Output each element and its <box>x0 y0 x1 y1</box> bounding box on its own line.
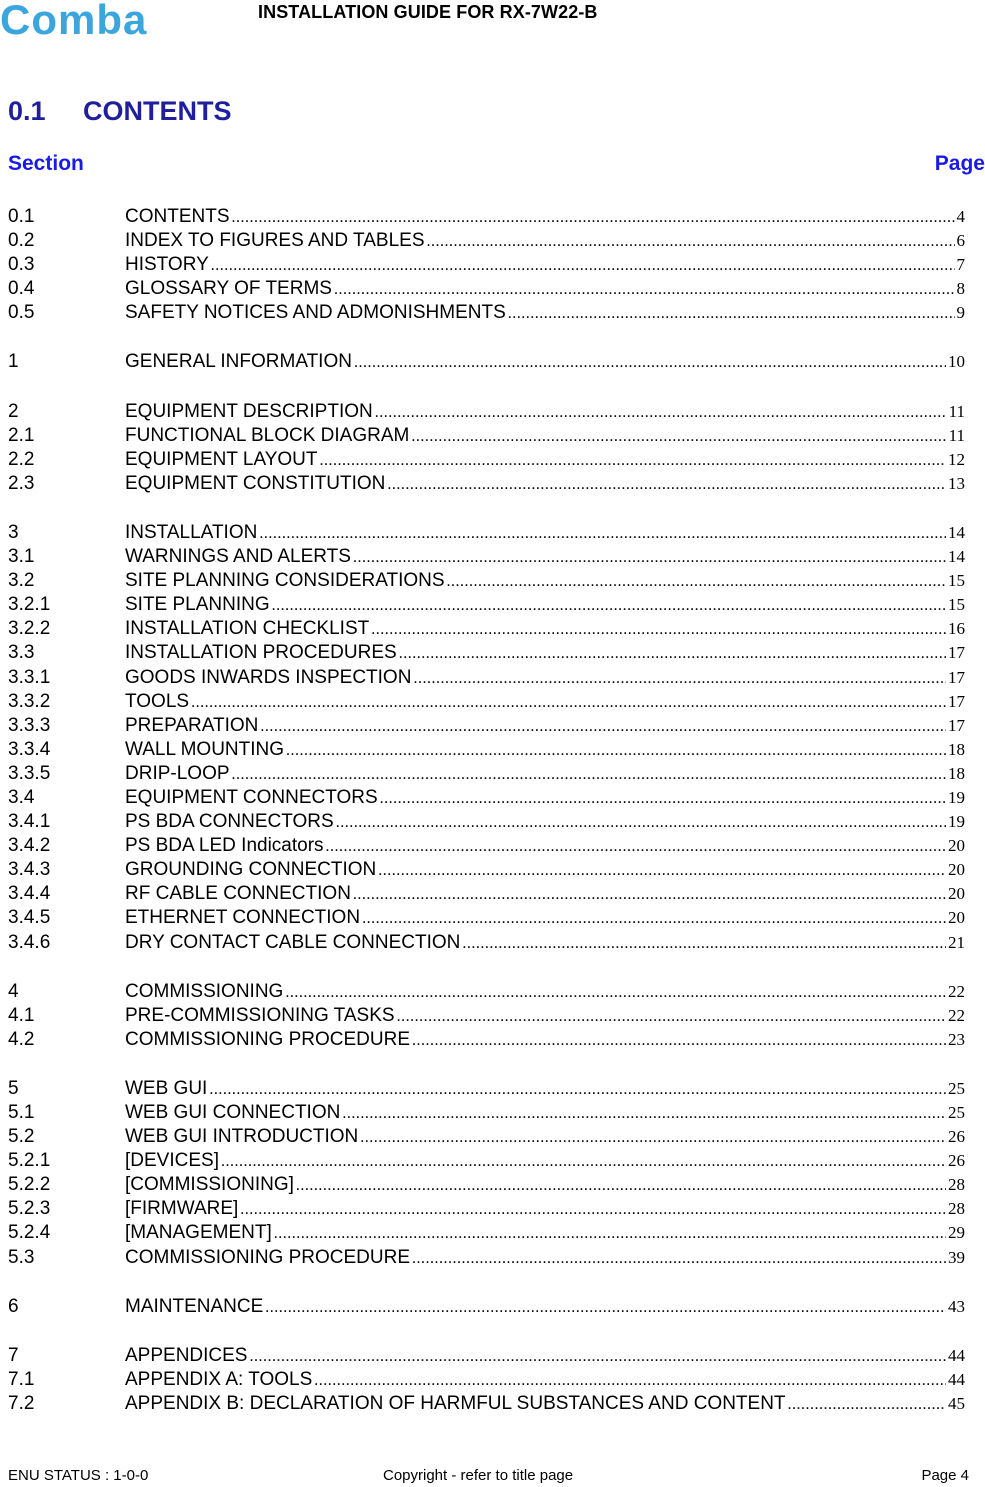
toc-entry-title: PRE-COMMISSIONING TASKS <box>125 1004 395 1026</box>
toc-entry-number: 3 <box>8 521 19 543</box>
toc-entry-number: 5.2.4 <box>8 1222 51 1244</box>
toc-dot-leader <box>412 1247 946 1271</box>
toc-dot-leader <box>427 230 955 254</box>
toc-entry[interactable] <box>8 1077 965 1101</box>
toc-entry[interactable] <box>8 472 965 496</box>
toc-entry[interactable] <box>8 1368 965 1392</box>
toc-entry[interactable] <box>8 641 965 665</box>
toc-entry-number: 3.2.2 <box>8 618 51 640</box>
logo-text: Comba <box>0 0 148 40</box>
footer-page-number: Page 4 <box>921 1467 969 1484</box>
toc-entry[interactable] <box>8 545 965 569</box>
toc-entry-number: 2.2 <box>8 448 35 470</box>
toc-entry-title: GENERAL INFORMATION <box>125 351 352 373</box>
toc-dot-leader <box>387 473 946 497</box>
toc-dot-leader <box>336 811 946 835</box>
toc-entry-page: 22 <box>948 981 965 1001</box>
toc-entry-title: EQUIPMENT CONSTITUTION <box>125 472 386 494</box>
toc-entry-page: 20 <box>948 884 965 904</box>
toc-entry-title: SITE PLANNING CONSIDERATIONS <box>125 570 445 592</box>
toc-dot-leader <box>353 883 946 907</box>
toc-entry-page: 14 <box>948 522 965 542</box>
toc-entry-title: DRIP-LOOP <box>125 762 230 784</box>
toc-entry-number: 5.2.2 <box>8 1174 51 1196</box>
toc-dot-leader <box>326 835 946 859</box>
toc-entry-page: 18 <box>948 739 965 759</box>
toc-entry[interactable] <box>8 1344 965 1368</box>
toc-entry[interactable] <box>8 906 965 930</box>
toc-entry-title: GROUNDING CONNECTION <box>125 859 377 881</box>
toc-entry[interactable] <box>8 738 965 762</box>
toc-entry-number: 7.2 <box>8 1392 35 1414</box>
toc-entry-page: 17 <box>948 667 965 687</box>
toc-entry-title: [FIRMWARE] <box>125 1198 239 1220</box>
toc-dot-leader <box>342 1102 946 1126</box>
toc-entry-title: [MANAGEMENT] <box>125 1222 272 1244</box>
toc-entry-title: RF CABLE CONNECTION <box>125 883 351 905</box>
toc-dot-leader <box>221 1150 946 1174</box>
toc-entry-page: 19 <box>948 787 965 807</box>
toc-entry-title: PREPARATION <box>125 714 259 736</box>
toc-entry-title: DRY CONTACT CABLE CONNECTION <box>125 931 461 953</box>
section-heading <box>8 96 232 127</box>
footer-status: ENU STATUS : 1-0-0 <box>8 1467 149 1484</box>
toc-entry-page: 18 <box>948 763 965 783</box>
toc-entry[interactable] <box>8 810 965 834</box>
toc-entry[interactable] <box>8 569 965 593</box>
toc-entry-number: 4.1 <box>8 1004 35 1026</box>
toc-entry[interactable] <box>8 690 965 714</box>
toc-entry-number: 3.3.2 <box>8 690 51 712</box>
section-heading-title: CONTENTS <box>83 96 232 126</box>
toc-entry-number: 2 <box>8 400 19 422</box>
toc-entry-title: INDEX TO FIGURES AND TABLES <box>125 230 425 252</box>
toc-entry-number: 5.3 <box>8 1246 35 1268</box>
toc-entry-number: 0.1 <box>8 206 35 227</box>
toc-entry-number: 3.3.1 <box>8 666 51 688</box>
toc-entry[interactable] <box>8 229 965 253</box>
toc-entry[interactable] <box>8 1101 965 1125</box>
toc-entry-title: MAINTENANCE <box>125 1295 264 1317</box>
toc-entry-number: 0.5 <box>8 302 35 324</box>
toc-entry-title: PS BDA CONNECTORS <box>125 811 334 833</box>
toc-entry[interactable] <box>8 1125 965 1149</box>
toc-entry-number: 3.4.2 <box>8 835 51 857</box>
toc-entry-title: SITE PLANNING <box>125 594 270 616</box>
toc-entry-page: 17 <box>948 691 965 711</box>
toc-dot-leader <box>788 1393 946 1417</box>
toc-entry-number: 5.2.3 <box>8 1198 51 1220</box>
toc-dot-leader <box>354 351 946 375</box>
toc-entry[interactable] <box>8 834 965 858</box>
toc-entry[interactable] <box>8 1197 965 1221</box>
toc-entry-page: 8 <box>956 279 965 299</box>
toc-entry[interactable] <box>8 762 965 786</box>
toc-entry-number: 3.3 <box>8 642 35 664</box>
toc-dot-leader <box>285 981 946 1005</box>
toc-entry-title: EQUIPMENT CONNECTORS <box>125 786 378 808</box>
toc-entry[interactable] <box>8 424 965 448</box>
toc-entry-number: 5 <box>8 1077 19 1099</box>
toc-entry-title: APPENDIX B: DECLARATION OF HARMFUL SUBSTANCES AND CONTENT <box>125 1392 786 1414</box>
toc-dot-leader <box>240 1198 946 1222</box>
toc-entry-number: 5.2 <box>8 1126 35 1148</box>
document-title: INSTALLATION GUIDE FOR RX-7W22-B <box>258 2 598 22</box>
toc-entry[interactable] <box>8 714 965 738</box>
footer-copyright: Copyright - refer to title page <box>383 1467 574 1484</box>
toc-dot-leader <box>265 1296 946 1320</box>
toc-entry-title: EQUIPMENT DESCRIPTION <box>125 400 373 422</box>
section-heading-number: 0.1 <box>8 96 46 126</box>
toc-entry-number: 3.3.4 <box>8 738 51 760</box>
toc-entry-page: 26 <box>948 1151 965 1171</box>
toc-entry-page: 29 <box>948 1223 965 1243</box>
toc-entry[interactable] <box>8 882 965 906</box>
toc-entry-number: 7 <box>8 1344 19 1366</box>
toc-entry-number: 0.4 <box>8 278 35 300</box>
toc-entry[interactable] <box>8 1246 965 1270</box>
toc-entry-title: WEB GUI <box>125 1077 208 1099</box>
toc-entry-page: 43 <box>948 1296 965 1316</box>
toc-entry[interactable] <box>8 301 965 325</box>
toc-entry-title: APPENDIX A: TOOLS <box>125 1368 313 1390</box>
toc-entry-number: 3.4.3 <box>8 859 51 881</box>
toc-entry-number: 3.4.5 <box>8 907 51 929</box>
toc-entry-number: 6 <box>8 1295 19 1317</box>
toc-dot-leader <box>462 932 946 956</box>
toc-entry-page: 15 <box>948 571 965 591</box>
toc-entry-page: 28 <box>948 1175 965 1195</box>
toc-entry[interactable] <box>8 858 965 882</box>
toc-entry-page: 12 <box>948 449 965 469</box>
toc-entry[interactable] <box>8 205 965 229</box>
toc-entry-number: 3.4.6 <box>8 931 51 953</box>
toc-dot-leader <box>274 1222 946 1246</box>
toc-entry-page: 25 <box>948 1103 965 1122</box>
toc-dot-leader <box>314 1369 946 1393</box>
toc-dot-leader <box>411 425 946 449</box>
toc-entry-number: 1 <box>8 351 19 373</box>
toc-entry-title: WEB GUI CONNECTION <box>125 1102 341 1123</box>
toc-entry-page: 10 <box>948 352 965 372</box>
toc-entry-title: CONTENTS <box>125 206 230 227</box>
toc-entry-title: WALL MOUNTING <box>125 738 285 760</box>
toc-entry-page: 21 <box>948 932 965 952</box>
toc-dot-leader <box>334 278 955 302</box>
toc-dot-leader <box>191 691 946 715</box>
toc-entry-title: APPENDICES <box>125 1344 248 1366</box>
toc-entry[interactable] <box>8 617 965 641</box>
toc-entry-page: 4 <box>956 207 965 226</box>
toc-entry[interactable] <box>8 1004 965 1028</box>
toc-entry[interactable] <box>8 931 965 955</box>
toc-dot-leader <box>232 763 946 787</box>
toc-dot-leader <box>362 907 946 931</box>
toc-entry-page: 15 <box>948 595 965 615</box>
toc-dot-leader <box>320 449 947 473</box>
toc-entry-number: 3.3.3 <box>8 714 51 736</box>
toc-dot-leader <box>413 667 946 691</box>
toc-entry-page: 44 <box>948 1369 965 1389</box>
toc-dot-leader <box>380 787 946 811</box>
toc-dot-leader <box>375 401 947 425</box>
toc-entry[interactable] <box>8 400 965 424</box>
toc-dot-leader <box>272 594 946 618</box>
toc-entry-title: TOOLS <box>125 690 190 712</box>
toc-dot-leader <box>353 546 946 570</box>
toc-entry-title: [COMMISSIONING] <box>125 1174 294 1196</box>
toc-dot-leader <box>209 1078 946 1102</box>
toc-entry[interactable] <box>8 253 965 277</box>
toc-entry[interactable] <box>8 1028 965 1052</box>
toc-entry-page: 26 <box>948 1127 965 1147</box>
toc-dot-leader <box>260 715 946 739</box>
toc-dot-leader <box>296 1174 946 1198</box>
toc-entry-page: 11 <box>948 401 965 421</box>
toc-entry-page: 14 <box>948 547 965 567</box>
toc-entry-title: ETHERNET CONNECTION <box>125 907 361 929</box>
toc-entry-page: 25 <box>948 1078 965 1098</box>
toc-entry-page: 17 <box>948 715 965 735</box>
toc-entry-page: 11 <box>948 425 965 445</box>
toc-entry-page: 45 <box>948 1393 965 1413</box>
toc-entry-title: INSTALLATION CHECKLIST <box>125 618 370 640</box>
toc-entry-page: 20 <box>948 908 965 928</box>
toc-entry-number: 3.1 <box>8 546 35 568</box>
toc-dot-leader <box>286 739 946 763</box>
toc-entry-title: WARNINGS AND ALERTS <box>125 546 351 568</box>
toc-entry-title: FUNCTIONAL BLOCK DIAGRAM <box>125 424 410 446</box>
toc-entry-page: 22 <box>948 1005 965 1025</box>
toc-entry-title: [DEVICES] <box>125 1150 219 1172</box>
toc-entry-page: 6 <box>956 231 965 251</box>
toc-entry-title: COMMISSIONING PROCEDURE <box>125 1246 411 1268</box>
toc-entry-number: 3.4.4 <box>8 883 51 905</box>
toc-entry[interactable] <box>8 786 965 810</box>
toc-dot-leader <box>211 254 955 278</box>
toc-entry-number: 2.3 <box>8 472 35 494</box>
toc-dot-leader <box>259 522 946 546</box>
toc-entry[interactable] <box>8 593 965 617</box>
toc-entry-title: HISTORY <box>125 254 209 276</box>
toc-entry[interactable] <box>8 1149 965 1173</box>
toc-entry[interactable] <box>8 448 965 472</box>
toc-entry-page: 20 <box>948 860 965 880</box>
toc-entry-page: 20 <box>948 836 965 856</box>
toc-entry-title: PS BDA LED Indicators <box>125 835 324 857</box>
toc-entry-number: 3.2.1 <box>8 594 51 616</box>
toc-entry-number: 3.4 <box>8 786 35 808</box>
toc-entry-title: GOODS INWARDS INSPECTION <box>125 666 412 688</box>
comba-logo <box>0 0 185 40</box>
toc-entry-number: 2.1 <box>8 424 35 446</box>
toc-dot-leader <box>399 642 946 666</box>
toc-entry[interactable] <box>8 1221 965 1245</box>
toc-entry-number: 5.1 <box>8 1102 35 1123</box>
toc-entry-page: 23 <box>948 1029 965 1049</box>
toc-entry[interactable] <box>8 1392 965 1416</box>
toc-entry-page: 28 <box>948 1199 965 1219</box>
toc-dot-leader <box>397 1005 946 1029</box>
toc-dot-leader <box>378 859 946 883</box>
column-header-page: Page <box>934 152 985 175</box>
toc-entry-page: 7 <box>956 255 965 275</box>
toc-entry-title: SAFETY NOTICES AND ADMONISHMENTS <box>125 302 506 324</box>
toc-entry-page: 13 <box>948 473 965 493</box>
toc-dot-leader <box>412 1029 946 1053</box>
toc-entry-page: 16 <box>948 619 965 639</box>
toc-entry-number: 3.4.1 <box>8 811 51 833</box>
toc-entry[interactable] <box>8 1173 965 1197</box>
toc-entry[interactable] <box>8 350 965 374</box>
toc-entry-page: 44 <box>948 1345 965 1365</box>
toc-entry-page: 17 <box>948 643 965 663</box>
toc-entry-title: COMMISSIONING PROCEDURE <box>125 1028 411 1050</box>
toc-entry-page: 39 <box>948 1247 965 1267</box>
toc-entry-page: 9 <box>956 303 965 323</box>
toc-dot-leader <box>447 570 946 594</box>
toc-entry-title: INSTALLATION <box>125 521 258 543</box>
toc-entry-title: INSTALLATION PROCEDURES <box>125 642 397 664</box>
toc-dot-leader <box>508 302 955 326</box>
toc-entry[interactable] <box>8 980 965 1004</box>
toc-dot-leader <box>249 1345 946 1369</box>
toc-entry-number: 4.2 <box>8 1028 35 1050</box>
toc-entry-title: GLOSSARY OF TERMS <box>125 278 332 300</box>
toc-entry-number: 7.1 <box>8 1368 35 1390</box>
toc-entry-title: EQUIPMENT LAYOUT <box>125 448 318 470</box>
column-header-section: Section <box>8 152 84 175</box>
toc-entry-number: 3.3.5 <box>8 762 51 784</box>
toc-entry-number: 0.2 <box>8 230 35 252</box>
toc-entry[interactable] <box>8 666 965 690</box>
table-of-contents <box>8 205 965 1416</box>
toc-entry[interactable] <box>8 277 965 301</box>
toc-entry-title: WEB GUI INTRODUCTION <box>125 1126 359 1148</box>
toc-entry-page: 19 <box>948 812 965 832</box>
toc-dot-leader <box>371 618 946 642</box>
toc-entry-number: 5.2.1 <box>8 1150 51 1172</box>
toc-dot-leader <box>360 1126 946 1150</box>
toc-entry[interactable] <box>8 521 965 545</box>
toc-entry-title: COMMISSIONING <box>125 980 284 1002</box>
toc-entry-number: 4 <box>8 980 19 1002</box>
toc-entry-number: 3.2 <box>8 570 35 592</box>
toc-dot-leader <box>232 206 955 230</box>
toc-entry-number: 0.3 <box>8 254 35 276</box>
toc-entry[interactable] <box>8 1295 965 1319</box>
